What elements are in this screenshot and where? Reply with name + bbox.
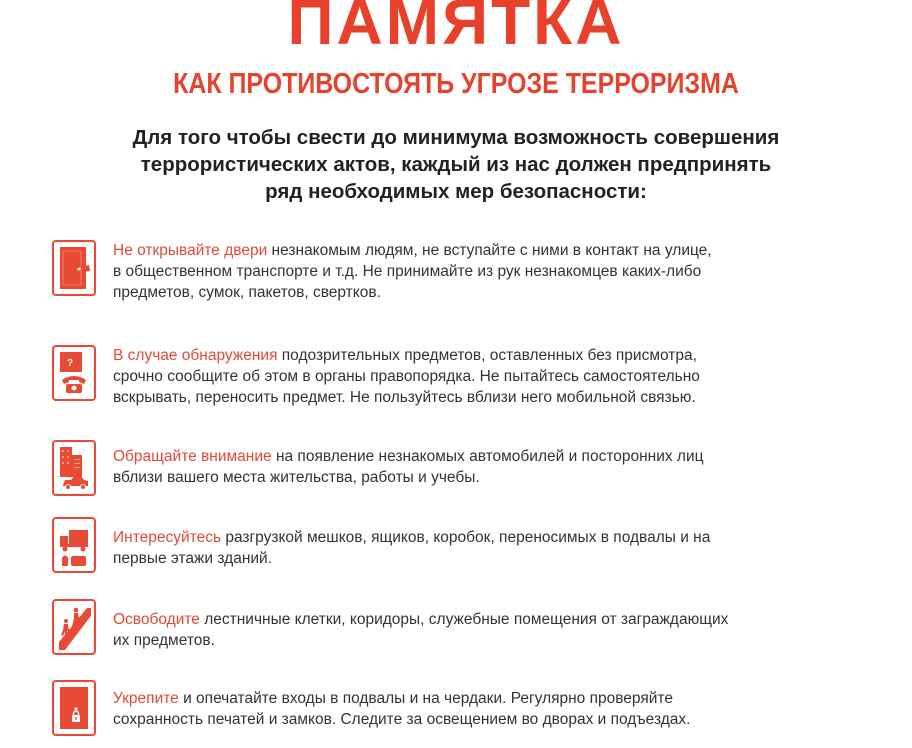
building-car-icon xyxy=(52,440,96,496)
intro xyxy=(60,124,852,205)
item-line: предметов, сумок, пакетов, свертков. xyxy=(113,284,381,301)
item-line: вскрывать, переносить предмет. Не пользуйтесь вблизи него мобильной связью. xyxy=(113,389,696,406)
item-line: В случае обнаружения подозрительных предметов, оставленных без присмотра, xyxy=(113,347,697,364)
item-lead: Укрепите xyxy=(113,690,179,707)
item-line: срочно сообщите об этом в органы правопорядка. Не пытайтесь самостоятельно xyxy=(113,368,700,385)
subtitle: КАК ПРОТИВОСТОЯТЬ УГРОЗЕ ТЕРРОРИЗМА xyxy=(173,68,739,100)
item-line: Не открывайте двери незнакомым людям, не вступайте с ними в контакт на улице, xyxy=(113,242,712,259)
door-icon xyxy=(52,240,96,296)
item-line: в общественном транспорте и т.д. Не принимайте из рук незнакомцев каких-либо xyxy=(113,263,702,280)
truck-cargo-icon xyxy=(52,517,96,573)
intro-line: террористических актов, каждый из нас должен предпринять xyxy=(140,153,772,176)
item-line: Интересуйтесь разгрузкой мешков, ящиков, коробок, переносимых в подвалы и на xyxy=(113,529,711,546)
title: ПАМЯТКА xyxy=(287,0,625,58)
item-line: Укрепите и опечатайте входы в подвалы и на чердаки. Регулярно проверяйте xyxy=(113,690,673,707)
stairs-people-icon xyxy=(52,599,96,655)
intro-line: Для того чтобы свести до минимума возможность совершения xyxy=(132,126,780,149)
svg-text:?: ? xyxy=(67,358,74,369)
item-line: их предметов. xyxy=(113,632,215,649)
item-lead: Не открывайте двери xyxy=(113,242,268,259)
locked-door-icon xyxy=(52,680,96,736)
item-line: первые этажи зданий. xyxy=(113,550,272,567)
item-line: Освободите лестничные клетки, коридоры, служебные помещения от заграждающих xyxy=(113,611,729,628)
item-line: вблизи вашего места жительства, работы и учебы. xyxy=(113,469,480,486)
item-line: сохранность печатей и замков. Следите за освещением во дворах и подъездах. xyxy=(113,711,691,728)
item-lead: Интересуйтесь xyxy=(113,529,222,546)
item-lead: Освободите xyxy=(113,611,200,628)
item-lead: В случае обнаружения xyxy=(113,347,278,364)
phone-report-icon xyxy=(52,345,96,401)
item-line: Обращайте внимание на появление незнакомых автомобилей и посторонних лиц xyxy=(113,448,704,465)
item-lead: Обращайте внимание xyxy=(113,448,272,465)
intro-line: ряд необходимых мер безопасности: xyxy=(265,180,647,203)
